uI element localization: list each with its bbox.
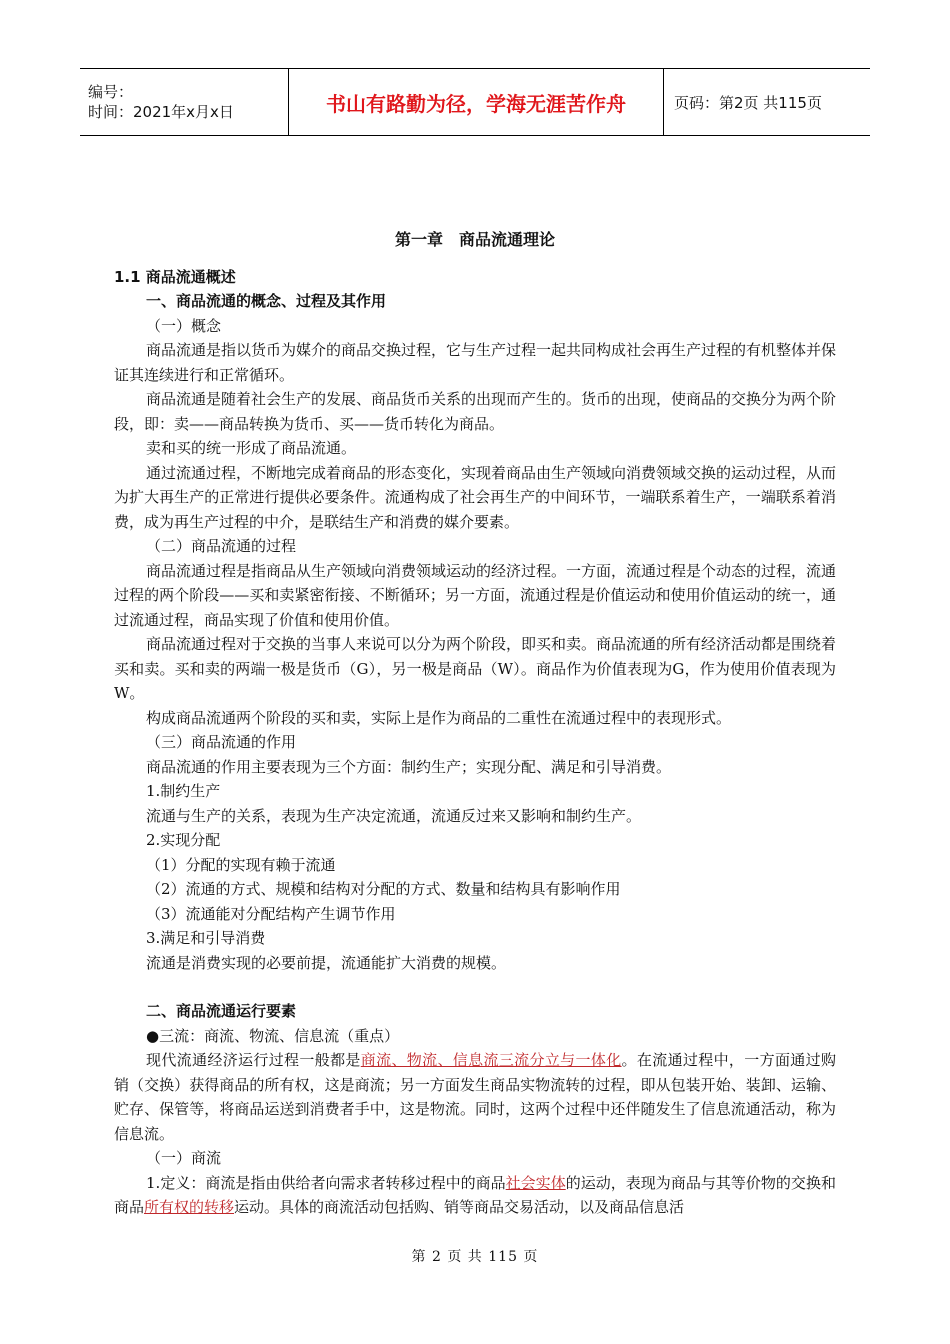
list-item: （3）流通能对分配结构产生调节作用 xyxy=(146,904,396,923)
paragraph: 卖和买的统一形成了商品流通。 xyxy=(146,439,357,457)
header-motto: 书山有路勤为径，学海无涯苦作舟 xyxy=(289,69,664,136)
paragraph: 商品流通是随着社会生产的发展、商品货币关系的出现而产生的。货币的出现，使商品的交换分为两个阶段，即：卖——商品转换为货币、买——货币转化为商品。 xyxy=(114,390,837,433)
document-header xyxy=(80,68,870,136)
highlight-text: 商流、物流、信息流三流分立与一体化 xyxy=(360,1051,622,1069)
highlight-text: 所有权的转移 xyxy=(144,1198,235,1216)
part-heading: 一、商品流通的概念、过程及其作用 xyxy=(146,292,387,310)
paragraph: 通过流通过程，不断地完成着商品的形态变化，实现着商品由生产领域向消费领域交换的运动过程，从而为扩大再生产的正常进行提供必要条件。流通构成了社会再生产的中间环节，一端联系着生产，一端联系着消费，成为再生产过程的中介，是联结生产和消费的媒介要素。 xyxy=(114,463,837,531)
subsection-title: （一）商流 xyxy=(146,1149,222,1167)
part-heading: 二、商品流通运行要素 xyxy=(146,1002,297,1020)
bullet-item: ●三流：商流、物流、信息流（重点） xyxy=(146,1026,400,1045)
header-page-info: 页码：第2页 共115页 xyxy=(664,69,871,136)
paragraph: 流通是消费实现的必要前提，流通能扩大消费的规模。 xyxy=(146,953,507,972)
paragraph: 商品流通是指以货币为媒介的商品交换过程，它与生产过程一起共同构成社会再生产过程的有机整体并保证其连续进行和正常循环。 xyxy=(114,341,837,384)
doc-date: 时间：2021年x月x日 xyxy=(88,103,234,121)
paragraph: 商品流通的作用主要表现为三个方面：制约生产；实现分配、满足和引导消费。 xyxy=(146,757,672,776)
chapter-title: 第一章 商品流通理论 xyxy=(394,230,555,249)
subsection-title: （二）商品流通的过程 xyxy=(146,537,297,555)
page-footer: 第 2 页 共 115 页 xyxy=(411,1249,539,1265)
document-body xyxy=(114,228,836,1220)
paragraph: 构成商品流通两个阶段的买和卖，实际上是作为商品的二重性在流通过程中的表现形式。 xyxy=(146,708,732,727)
section-heading: 1.1 商品流通概述 xyxy=(114,267,236,286)
highlight-text: 社会实体 xyxy=(505,1173,566,1192)
list-item: （1）分配的实现有赖于流通 xyxy=(146,855,336,874)
list-item: 2.实现分配 xyxy=(146,831,221,849)
paragraph: 1.定义：商流是指由供给者向需求者转移过程中的商品社会实体的运动，表现为商品与其等价物的交换和商品所有权的转移运动。具体的商流活动包括购、销等商品交易活动，以及商品信息活 xyxy=(114,1173,836,1216)
subsection-title: （三）商品流通的作用 xyxy=(146,733,297,751)
paragraph: 现代流通经济运行过程一般都是商流、物流、信息流三流分立与一体化。在流通过程中，一方面通过购销（交换）获得商品的所有权，这是商流；另一方面发生商品实物流转的过程，即从包装开始、装卸、运输、贮存、保管等，将商品运送到消费者手中，这是物流。同时，这两个过程中还伴随发生了信息流通活动，称为信息流。 xyxy=(114,1051,836,1143)
subsection-title: （一）概念 xyxy=(146,316,222,335)
list-item: 1.制约生产 xyxy=(146,782,221,800)
paragraph: 商品流通过程对于交换的当事人来说可以分为两个阶段，即买和卖。商品流通的所有经济活动都是围绕着买和卖。买和卖的两端一极是货币（G），另一极是商品（W）。商品作为价值表现为G，作为使用价值表现为W。 xyxy=(114,635,837,702)
list-item: 3.满足和引导消费 xyxy=(146,929,266,947)
paragraph: 商品流通过程是指商品从生产领域向消费领域运动的经济过程。一方面，流通过程是个动态的过程，流通过程的两个阶段——买和卖紧密衔接、不断循环；另一方面，流通过程是价值运动和使用价值运动的统一，通过流通过程，商品实现了价值和使用价值。 xyxy=(114,561,837,629)
list-item: （2）流通的方式、规模和结构对分配的方式、数量和结构具有影响作用 xyxy=(146,880,621,898)
header-meta-cell xyxy=(80,69,289,136)
doc-number: 编号： xyxy=(88,83,134,101)
paragraph: 流通与生产的关系，表现为生产决定流通，流通反过来又影响和制约生产。 xyxy=(146,806,642,825)
